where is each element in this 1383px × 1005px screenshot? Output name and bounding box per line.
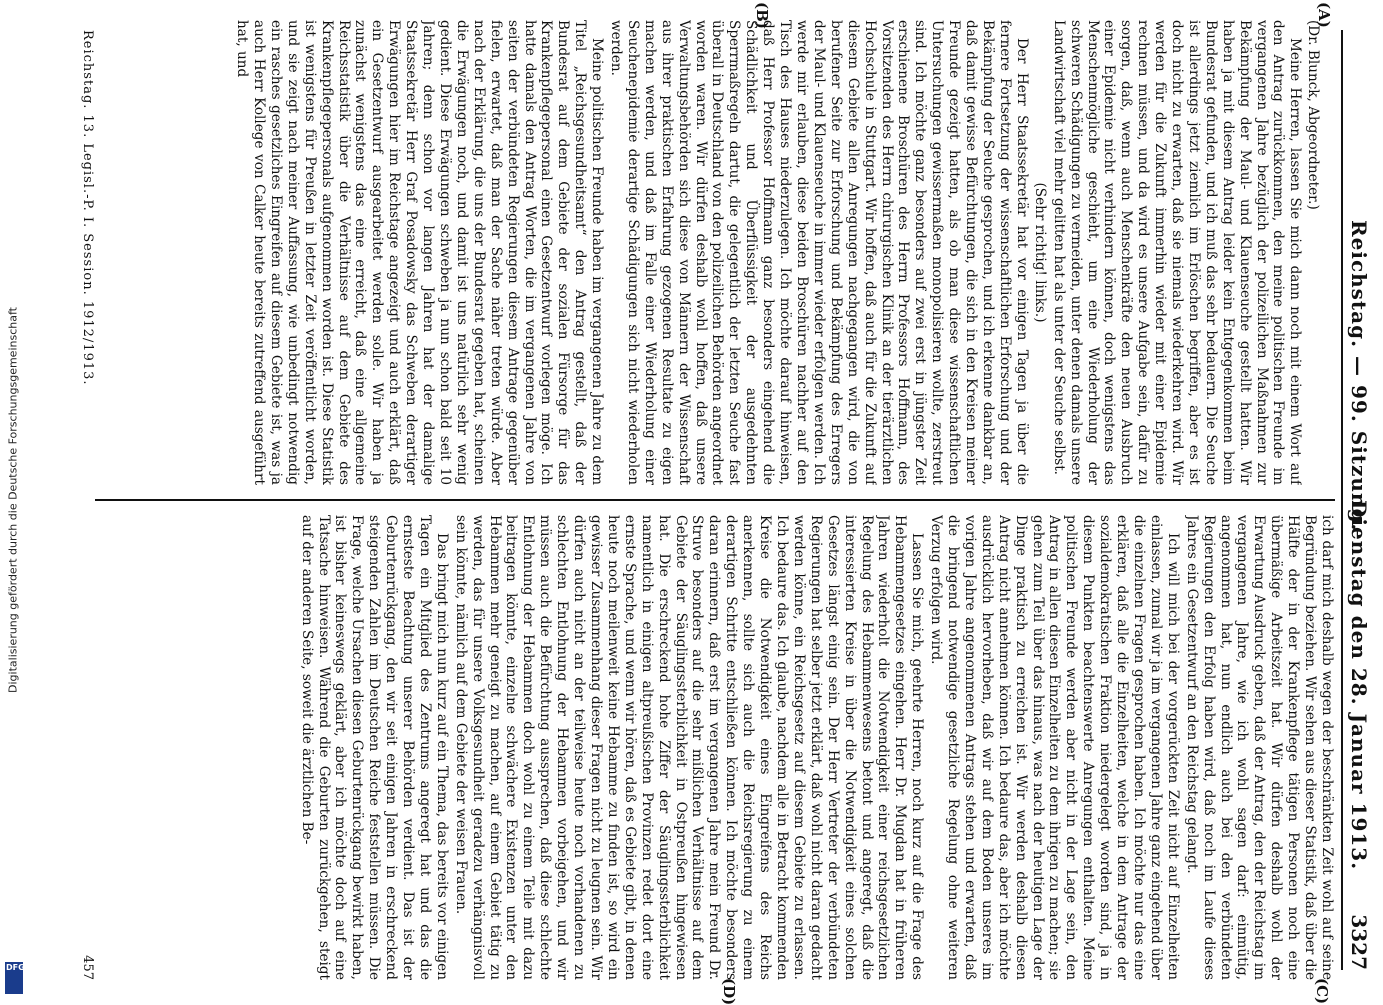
paragraph: Lassen Sie mich, geehrte Herren, noch kurz auf die Frage des Hebammengesetzes eingehen. Herr Dr. Mugdan hat in früheren Jahren wiederholt die Notwendigkeit einer reichsgesetzlichen Regelung des Hebammenwesens betont und angeregt, daß die interessierten Kreise in über die Notwendigkeit eines solchen Gesetzes längst einig sein. Der Herr Vertreter der verbündeten Regierungen hat selber jetzt erklärt, daß wohl nicht daran gedacht werden könne, ein Reichsgesetz auf diesem Gebiete zu erlassen. Ich bedaure das. Ich glaube, nachdem alle in Betracht kommenden Kreise die Notwendigkeit eines Eingreifens des Reichs anerkennen, sollte sich auch die Reichsregierung zu einem derartigen Schritte entschließen können. Ich möchte besonders daran erinnern, daß erst im vergangenen Jahre mein Freund Dr. Struve besonders auf die sehr mißlichen Verhältnisse auf dem Gebiete der Säuglingssterblichkeit in Ostpreußen hingewiesen hat. Die erschreckend hohe Ziffer der Säuglingssterblichkeit namentlich in einigen altpreußischen Provinzen redet dort eine ernste Sprache, und wenn wir hören, daß es Gebiete gibt, in denen heute noch meilenweit keine Hebamme zu finden ist, so wird ein gewisser Zusammenhang dieser Fragen nicht zu leugnen sein. Wir dürfen auch nicht an der teilweise heute noch vorhandenen zu schlechten Entlohnung der Hebammen vorbeigehen, und wir müssen auch die Befürchtung aussprechen, daß diese schlechte Entlohnung der Hebammen doch wohl zu einem Teile mit dazu beitragen könnte, einzelne schwächere Existenzen unter den Hebammen mehr geneigt zu machen, auf einem Gebiet tätig zu werden, das für unsere Volksgesundheit geradezu verhängnisvoll sein könnte, nämlich auf dem Gebiete der weisen Frauen. [452,515,926,980]
left-column [110,20,1335,485]
margin-mark-c: (C) [1313,978,1331,1005]
paragraph: Meine politischen Freunde haben im vergangenen Jahre zu dem Titel „Reichsgesundheitsamt“ den Antrag gestellt, daß der Bundesrat auf dem Gebiete der sozialen Fürsorge für das Krankenpflegepersonal einen Gesetzentwurf vorlegen möge. Ich hatte damals den Antrag Worten, die im vergangenen Jahre von seiten der verbündeten Regierungen diesem Antrage gegenüber fielen, erwartet, daß man der Sache näher treten würde. Aber nach der Erklärung, die uns der Bundesrat gegeben hat, scheinen die Erwägungen noch, und damit ist uns natürlich sehr wenig gedient. Diese Erwägungen schweben ja nun schon bald seit 10 Jahren; denn schon vor langen Jahren hat der damalige Staatssekretär Herr Graf Posadowsky das Schweben derartiger Erwägungen hier im Reichstage angezeigt und auch erklärt, daß ein Gesetzentwurf ausgearbeitet werden solle. Wir haben ja zunächst wenigstens das eine erreicht, daß eine allgemeine Reichsstatistik über die Verhältnisse auf dem Gebiete des Krankenpflegepersonals aufgenommen worden ist. Diese Statistik ist wenigstens für Preußen in letzter Zeit veröffentlicht worden, und sie zeigt nach meiner Auffassung, wie unbedingt notwendig ein rasches gesetzliches Eingreifen auf diesem Gebiete ist, was ja auch Herr Kollege von Calker heute bereits zutreffend ausgeführt hat, und [234,20,606,485]
paragraph: Das bringt mich nun kurz auf ein Thema, das bereits vor einigen Tagen ein Mitglied des Zentrums angeregt hat und das die ernsteste Beachtung unserer Behörden verdient. Das ist der Geburtenrückgang, den wir seit einigen Jahren in erschreckend steigenden Zahlen im Deutschen Reiche feststellen müssen. Die Frage, welche Ursachen diesen Geburtenrückgang bewirkt haben, ist bisher keineswegs geklärt, aber ich möchte doch auf eine Tatsache hinweisen. Während die Geburten zurückgehen, steigt auf der anderen Seite, soweit die ärztlichen Be- [298,515,450,980]
credit-text: Digitalisierung gefördert durch die Deutsche Forschungsgemeinschaft [6,307,20,693]
paragraph: ich darf mich deshalb wegen der beschränkten Zeit wohl auf seine Begründung beziehen. Wir sehen aus dieser Statistik, daß über die Hälfte der in der Krankenpflege tätigen Personen noch eine übermäßige Arbeitszeit hat. Wir dürfen deshalb wohl der Erwartung Ausdruck geben, daß der Antrag, den der Reichstag im vergangenen Jahre, wie ich wohl sagen darf: einmütig, angenommen hat, nun endlich auch bei den verbündeten Regierungen den Erfolg haben wird, daß noch im Laufe dieses Jahres ein Gesetzentwurf an den Reichstag gelangt. [1183,515,1335,980]
dfg-logo: DFG [5,962,23,994]
margin-mark-d: (D) [720,978,738,1005]
margin-mark-a: (A) [1315,2,1333,28]
margin-mark-b: (B) [753,2,771,29]
footer-left: Reichstag. 13. Legisl.-P. I. Session. 1912/1913. [80,30,95,386]
header-right: Dienstag den 28. Januar 1913. [1347,500,1371,871]
paragraph: Der Herr Staatssekretär hat vor einigen Tagen ja über die fernere Fortsetzung der wissenschaftlichen Erforschung und der Bekämpfung der Seuche gesprochen, und ich erkenne dankbar an, daß damit gewisse Befürchtungen, die sich in den Kreisen meiner Freunde gezeigt hatten, als ob man diese wissenschaftlichen Untersuchungen gewissermaßen monopolisieren wollte, zerstreut sind. Ich möchte ganz besonders auf zwei erst in jüngster Zeit erschienene Broschüren des Herrn Professors Hoffmann, des Vorsitzenden des Herrn chirurgischen Klinik an der tierärztlichen Hochschule in Stuttgart. Wir hoffen, daß auch für die Zukunft auf diesem Gebiete allen Anregungen nachgegangen wird, die von berufener Seite zur Erforschung und Bekämpfung des Erregers der Maul- und Klauenseuche in immer wieder erfolgen werden. Ich werde mir erlauben, diese beiden Broschüren nachher auf den Tisch des Hauses niederzulegen. Ich möchte darauf hinweisen, daß Herr Professor Hoffmann ganz besonders eingehend die Schädlichkeit und Überflüssigkeit der ausgedehnten Sperrmaßregeln dartut, die gelegentlich der letzten Seuche fast überall in Deutschland von den polizeilichen Behörden angeordnet worden waren. Wir dürfen deshalb wohl hoffen, daß unsere Verwaltungsbehörden sich diese von Männern der Wissenschaft aus ihrer praktischen Erfahrung gezogenen Resultate zu eigen machen werden, und daß im Falle einer Wiederholung einer Seuchenepidemie derartige Schädigungen sich nicht wiederholen werden. [608,20,1030,485]
page-number: 3327 [1347,914,1371,970]
footer-page-number: 457 [80,955,95,980]
header-left: Reichstag. — 99. Sitzung. [1347,220,1371,532]
paragraph: Meine Herren, lassen Sie mich dann noch mit einem Wort auf den Antrag zurückkommen, den meine politischen Freunde im vergangenen Jahre bezüglich der polizeilichen Maßnahmen zur Bekämpfung der Maul- und Klauenseuche gestellt hatten. Wir haben ja mit diesem Antrag leider kein Entgegenkommen beim Bundesrat gefunden, und ich muß das sehr bedauern. Die Seuche ist allerdings jetzt ziemlich im Erlöschen begriffen, aber es ist doch nicht zu erwarten, daß sie niemals wiederkehren wird. Wir werden für die Zukunft immerhin wieder mit einer Epidemie rechnen müssen, und da wird es unsere Aufgabe sein, dafür zu sorgen, daß, wenn auch Menschenkräfte den neuen Ausbruch einer Epidemie nicht verhindern können, doch wenigstens das Menschenmögliche geschieht, um eine Wiederholung der schweren Schädigungen zu vermeiden, unter denen damals unsere Landwirtschaft viel mehr gelitten hat als unter der Seuche selbst. [1050,20,1304,485]
right-column [110,515,1335,980]
paragraph: Ich will mich bei der vorgerückten Zeit nicht auf Einzelheiten einlassen, zumal wir ja im vergangenen Jahre ganz eingehend über die einzelnen Fragen gesprochen haben. Ich möchte nur das eine erklären, daß alle die Einzelheiten, welche in dem Antrage der sozialdemokratischen Fraktion niedergelegt worden sind, ja in diesem Punkten beachtenswerte Anregungen enthalten. Meine politischen Freunde werden aber nicht in der Lage sein, den Antrag in allen diesen Einzelheiten zu dem ihrigen zu machen; sie gehen zum Teil über das hinaus, was nach der heutigen Lage der Dinge praktisch zu erreichen ist. Wir werden deshalb diesen Antrag nicht annehmen können. Ich bedaure das, aber ich möchte ausdrücklich hervorheben, daß wir auf dem Boden unseres im vorigen Jahre angenommenen Antrags stehen und erwarten, daß die bringend notwendige gesetzliche Regelung ohne weiteren Verzug erfolgen wird. [928,515,1181,980]
document-page [60,0,1383,1005]
page-header [1341,30,1373,970]
interjection: (Sehr richtig! links.) [1031,182,1048,323]
digitization-credit [2,0,24,1000]
column-divider [95,499,1335,501]
speaker-line: (Dr. Blunck, Abgeordneter.) [1305,20,1322,210]
